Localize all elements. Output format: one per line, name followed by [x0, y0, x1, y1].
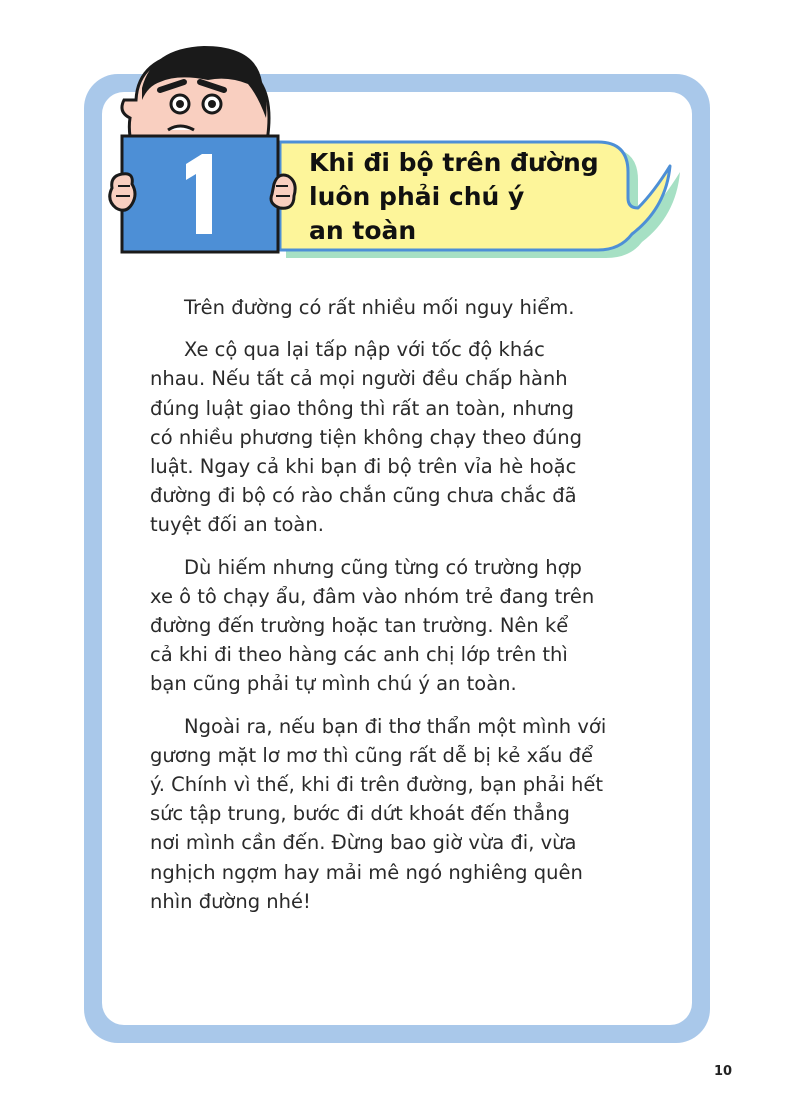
text-line: đúng luật giao thông thì rất an toàn, nhưng	[150, 396, 575, 420]
section-title	[309, 146, 639, 248]
text-line: Ngoài ra, nếu bạn đi thơ thẩn một mình với	[184, 714, 607, 738]
section-title-line: an toàn	[309, 216, 417, 245]
paragraph	[150, 712, 652, 916]
paragraph	[150, 293, 652, 322]
text-line: gương mặt lơ mơ thì cũng rất dễ bị kẻ xấu để	[150, 743, 593, 767]
text-line: xe ô tô chạy ẩu, đâm vào nhóm trẻ đang trên	[150, 584, 595, 608]
text-line: sức tập trung, bước đi dứt khoát đến thẳng	[150, 802, 570, 826]
text-line: cả khi đi theo hàng các anh chị lớp trên thì	[150, 643, 568, 667]
text-line: luật. Ngay cả khi bạn đi bộ trên vỉa hè hoặc	[150, 455, 577, 479]
text-line: ý. Chính vì thế, khi đi trên đường, bạn phải hết	[150, 773, 604, 797]
text-line: Dù hiếm nhưng cũng từng có trường hợp	[184, 555, 582, 579]
text-line: có nhiều phương tiện không chạy theo đúng	[150, 425, 583, 449]
body-text	[150, 293, 652, 929]
text-line: đường đi bộ có rào chắn cũng chưa chắc đã	[150, 484, 577, 508]
page-number: 10	[713, 1064, 733, 1079]
text-line: nhau. Nếu tất cả mọi người đều chấp hành	[150, 367, 568, 391]
section-title-line: Khi đi bộ trên đường	[309, 148, 599, 177]
text-line: nghịch ngợm hay mải mê ngó nghiêng quên	[150, 860, 583, 884]
paragraph	[150, 553, 652, 699]
text-line: Trên đường có rất nhiều mối nguy hiểm.	[184, 296, 575, 319]
text-line: nơi mình cần đến. Đừng bao giờ vừa đi, vừa	[150, 831, 577, 855]
text-line: Xe cộ qua lại tấp nập với tốc độ khác	[184, 338, 545, 362]
text-line: tuyệt đối an toàn.	[150, 513, 324, 537]
text-line: nhìn đường nhé!	[150, 889, 311, 913]
text-line: đường đến trường hoặc tan trường. Nên kể	[150, 614, 569, 638]
cartoon-boy-holding-sign-icon	[108, 38, 298, 258]
section-title-line: luôn phải chú ý	[309, 182, 525, 211]
text-line: bạn cũng phải tự mình chú ý an toàn.	[150, 672, 517, 696]
paragraph	[150, 335, 652, 539]
